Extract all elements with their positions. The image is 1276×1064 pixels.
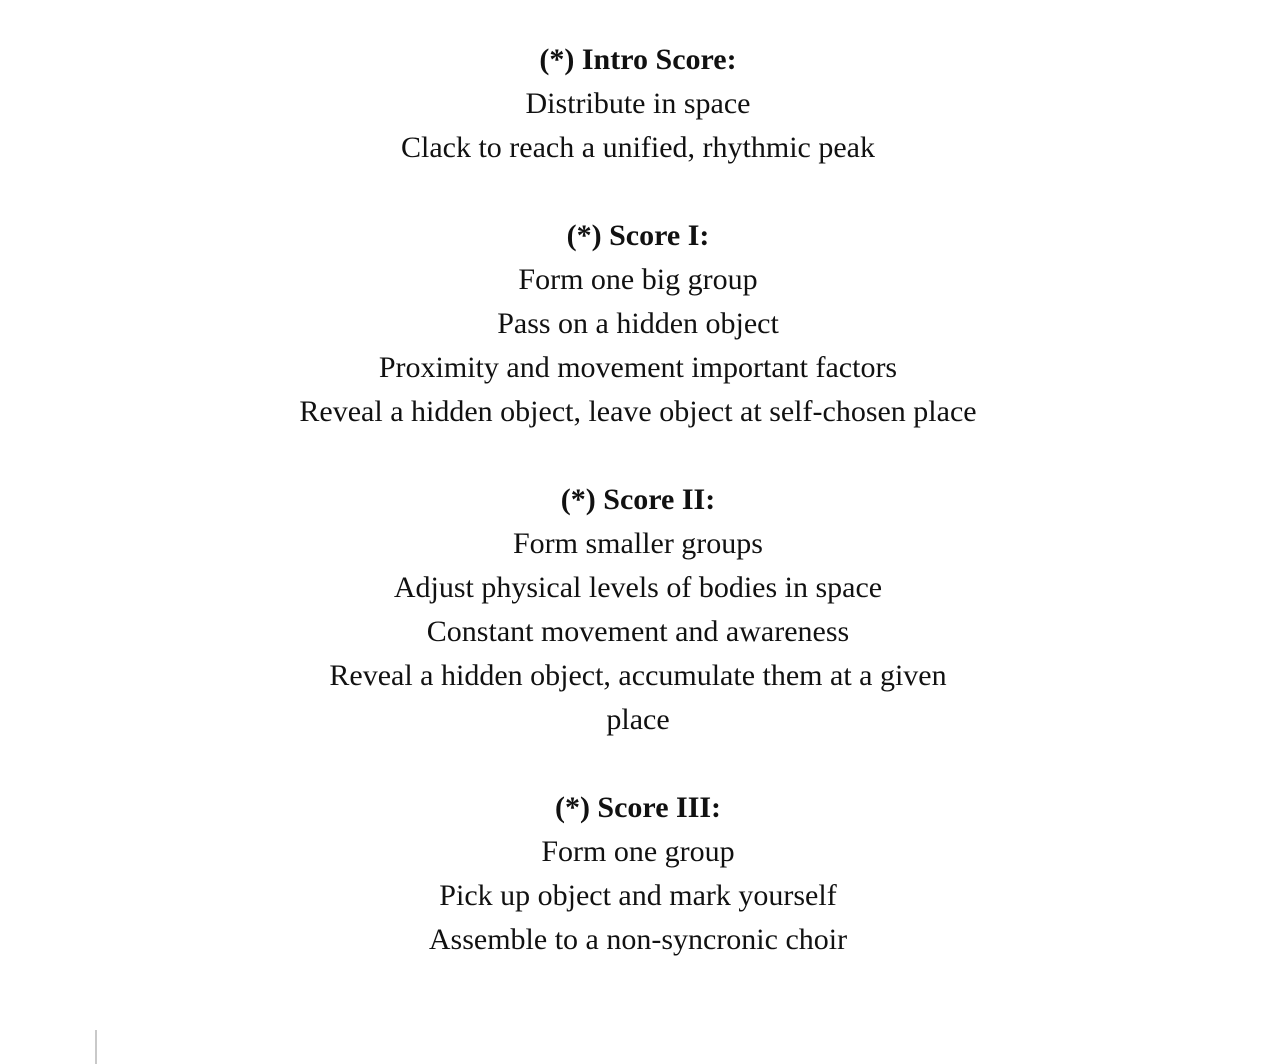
score-line: Pick up object and mark yourself	[439, 879, 837, 912]
score-line: Constant movement and awareness	[426, 615, 850, 648]
section-intro-score	[0, 38, 1276, 170]
score-line: Assemble to a non-syncronic choir	[428, 923, 848, 956]
section-heading: (*) Score I:	[566, 219, 710, 252]
section-score-2	[0, 478, 1276, 742]
section-heading: (*) Score III:	[554, 791, 722, 824]
section-heading: (*) Intro Score:	[539, 43, 737, 76]
score-line: Form one big group	[518, 263, 758, 296]
section-score-3	[0, 786, 1276, 962]
score-line: Distribute in space	[525, 87, 751, 120]
page-edge-artifact	[95, 1030, 97, 1064]
score-line: Reveal a hidden object, accumulate them at a given	[329, 659, 947, 692]
score-line: Proximity and movement important factors	[378, 351, 898, 384]
score-line: Adjust physical levels of bodies in space	[393, 571, 883, 604]
score-line: place	[606, 703, 670, 736]
score-line: Reveal a hidden object, leave object at self-chosen place	[299, 395, 977, 428]
score-line: Pass on a hidden object	[497, 307, 779, 340]
score-line: Form smaller groups	[513, 527, 763, 560]
score-line: Form one group	[541, 835, 735, 868]
score-line: Clack to reach a unified, rhythmic peak	[401, 131, 875, 164]
section-heading: (*) Score II:	[560, 483, 716, 516]
section-score-1	[0, 214, 1276, 434]
